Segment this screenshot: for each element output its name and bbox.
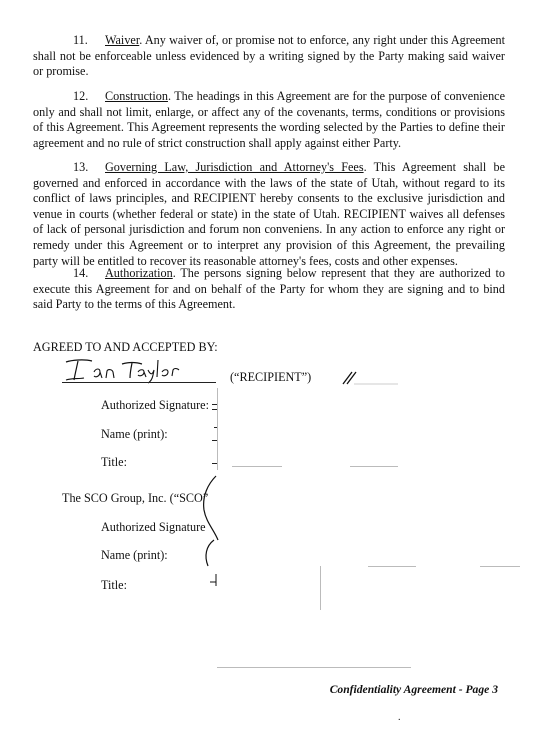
- faint-line: [217, 667, 411, 668]
- section-heading: Governing Law, Jurisdiction and Attorney's Fees: [105, 160, 364, 174]
- sco-auth-sig-label: Authorized Signature: [101, 520, 206, 534]
- recipient-signature-line: [62, 382, 216, 383]
- recipient-auth-sig-label: Authorized Signature:: [101, 398, 209, 412]
- sco-title-label: Title:: [101, 578, 127, 592]
- recipient-party-label: (“RECIPIENT”): [230, 370, 312, 384]
- pen-mark: [340, 368, 400, 386]
- section-number: 11.: [73, 33, 88, 47]
- section-number: 13.: [73, 160, 89, 174]
- section-number: 14.: [73, 266, 89, 280]
- recipient-signature-image: [62, 356, 192, 384]
- agreed-heading: AGREED TO AND ACCEPTED BY:: [33, 340, 218, 354]
- section-heading: Construction: [105, 89, 168, 103]
- recipient-name-label: Name (print):: [101, 427, 168, 441]
- page-footer: Confidentiality Agreement - Page 3: [329, 683, 498, 696]
- curved-pen-strokes: [196, 474, 226, 598]
- faint-line: [480, 566, 520, 567]
- fold-line: [217, 388, 218, 470]
- sco-party-label: The SCO Group, Inc. (“SCO”: [62, 491, 209, 505]
- section-number: 12.: [73, 89, 89, 103]
- fold-line: [320, 566, 321, 610]
- stray-mark: .: [398, 712, 401, 723]
- section-text: . The persons signing below represent that they are authorized to execute this Agreement for and on behalf of the Party for whom they are signing and to bind said Party to the terms of this Agreement.: [33, 266, 505, 312]
- section-12: [33, 89, 505, 151]
- faint-line: [350, 466, 398, 467]
- section-text: . This Agreement shall be governed and enforced in accordance with the laws of the state of Utah, without regard to its conflict of laws principles, and RECIPIENT hereby consents to the exclusive jurisdiction and venue in courts (whether federal or state) in the state of Utah. RECIPIENT waives all defenses of lack of personal jurisdiction and forum non conveniens. In any action to enforce any right or remedy under this Agreement or to interpret any provision of this Agreement, the prevailing party will be entitled to recover its reasonable attorney's fees, costs and other expenses.: [33, 160, 506, 268]
- section-heading: Authorization: [105, 266, 173, 280]
- section-11: [33, 33, 505, 80]
- section-text: . The headings in this Agreement are for the purpose of convenience only and shall not limit, enlarge, or affect any of the covenants, terms, conditions or provisions of this Agreement. This Agreement represents the wording selected by the Parties to define their agreement and no rule of strict construction shall apply against either Party.: [33, 89, 505, 150]
- sco-name-label: Name (print):: [101, 548, 168, 562]
- faint-line: [368, 566, 416, 567]
- recipient-title-label: Title:: [101, 455, 127, 469]
- section-heading: Waiver: [105, 33, 140, 47]
- faint-line: [232, 466, 282, 467]
- section-text: . Any waiver of, or promise not to enforce, any right under this Agreement shall not be enforceable unless evidenced by a writing signed by the Party making said waiver or promise.: [33, 33, 505, 79]
- section-13: [33, 160, 505, 269]
- section-14: [33, 266, 505, 313]
